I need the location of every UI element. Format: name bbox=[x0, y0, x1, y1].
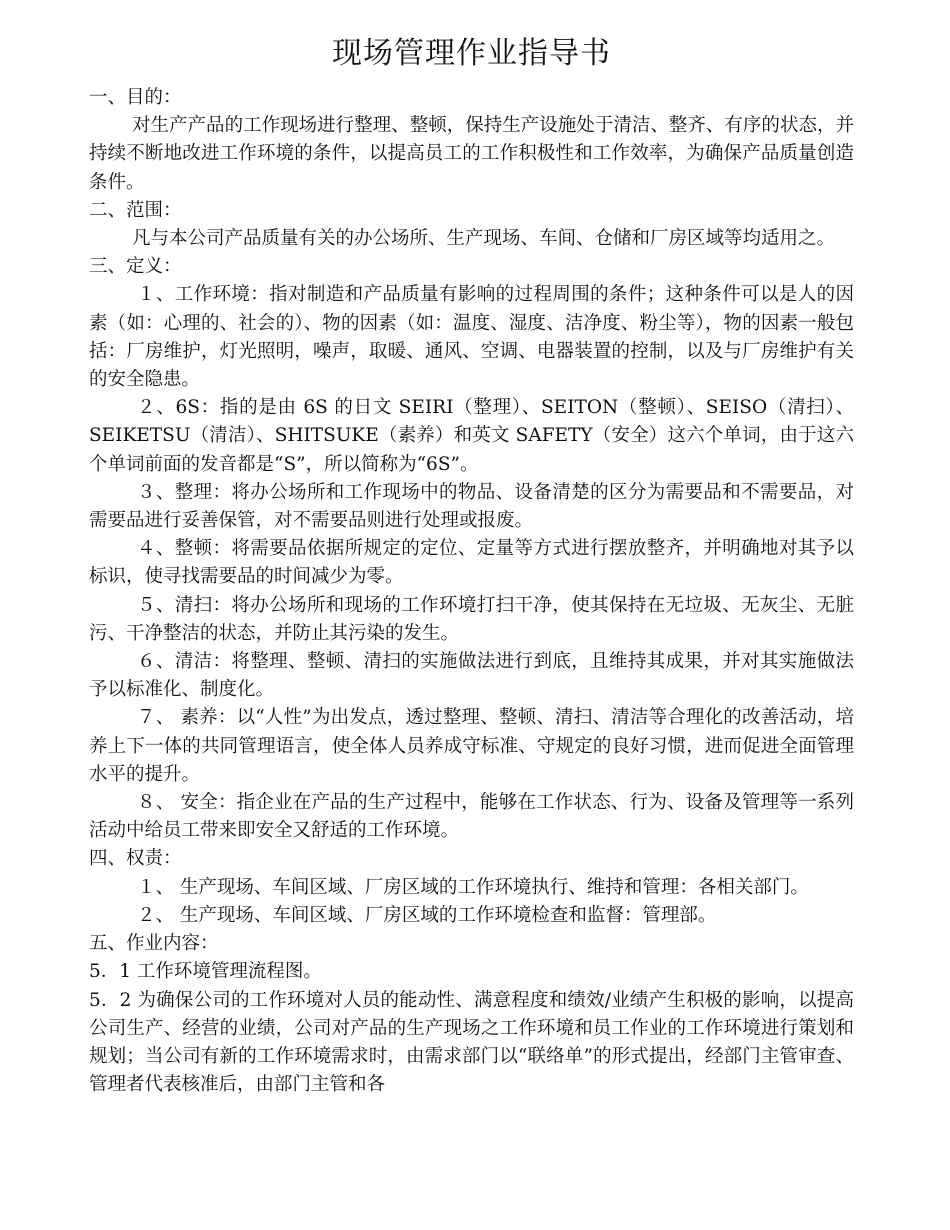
document-title: 现场管理作业指导书 bbox=[332, 36, 611, 71]
responsibility-item: １、 生产现场、车间区域、厂房区域的工作环境执行、维持和管理：各相关部门。 bbox=[137, 876, 809, 898]
content-item: 5．2 为确保公司的工作环境对人员的能动性、满意程度和绩效/业绩产生积极的影响，以提高公司生产、经营的业绩，公司对产品的生产现场之工作环境和员工作业的工作环境进行策划和规划；当公司有新的工作环境需求时，由需求部门以“联络单”的形式提出，经部门主管审查、管理者代表核准后，由部门主管和各 bbox=[89, 989, 854, 1096]
content-item: 5．1 工作环境管理流程图。 bbox=[89, 961, 322, 983]
section-definitions bbox=[89, 253, 854, 845]
section-responsibilities bbox=[89, 845, 854, 930]
section-heading: 三、定义： bbox=[89, 256, 182, 278]
definition-item: ８、 安全：指企业在产品的生产过程中，能够在工作状态、行为、设备及管理等一系列活动中给员工带来即安全又舒适的工作环境。 bbox=[89, 792, 854, 842]
definition-item: ７、 素养：以“人性”为出发点，透过整理、整顿、清扫、清洁等合理化的改善活动，培养上下一体的共同管理语言，使全体人员养成守标准、守规定的良好习惯，进而促进全面管理水平的提升。 bbox=[89, 707, 854, 785]
section-purpose bbox=[89, 84, 854, 197]
definition-item: ６、清洁：将整理、整顿、清扫的实施做法进行到底，且维持其成果，并对其实施做法予以标准化、制度化。 bbox=[89, 651, 854, 701]
definition-item: １、工作环境：指对制造和产品质量有影响的过程周围的条件；这种条件可以是人的因素（如：心理的、社会的）、物的因素（如：温度、湿度、洁净度、粉尘等），物的因素一般包括：厂房维护，灯光照明，噪声，取暖、通风、空调、电器装置的控制，以及与厂房维护有关的安全隐患。 bbox=[89, 284, 854, 391]
section-scope bbox=[89, 197, 854, 253]
definition-item: ２、6S：指的是由 6S 的日文 SEIRI（整理）、SEITON（整顿）、SEISO（清扫）、SEIKETSU（清洁）、SHITSUKE（素养）和英文 SAFETY（安全）这六个单词，由于这六个单词前面的发音都是“S”，所以简称为“6S”。 bbox=[89, 397, 854, 475]
section-heading: 五、作业内容： bbox=[89, 933, 219, 955]
responsibility-item: ２、 生产现场、车间区域、厂房区域的工作环境检查和监督：管理部。 bbox=[137, 904, 717, 926]
section-heading: 一、目的： bbox=[89, 87, 182, 108]
definition-item: ４、整顿：将需要品依据所规定的定位、定量等方式进行摆放整齐，并明确地对其予以标识，使寻找需要品的时间减少为零。 bbox=[89, 538, 854, 588]
section-heading: 四、权责： bbox=[89, 848, 182, 870]
definition-item: ３、整理：将办公场所和工作现场中的物品、设备清楚的区分为需要品和不需要品，对需要品进行妥善保管，对不需要品则进行处理或报废。 bbox=[89, 481, 854, 532]
section-heading: 二、范围： bbox=[89, 199, 182, 221]
definition-item: ５、清扫：将办公场所和现场的工作环境打扫干净，使其保持在无垃圾、无灰尘、无脏污、干净整洁的状态，并防止其污染的发生。 bbox=[89, 594, 854, 644]
section-content bbox=[89, 930, 854, 1099]
paragraph: 对生产产品的工作现场进行整理、整顿，保持生产设施处于清洁、整齐、有序的状态，并持续不断地改进工作环境的条件，以提高员工的工作积极性和工作效率，为确保产品质量创造条件。 bbox=[89, 115, 854, 193]
paragraph: 凡与本公司产品质量有关的办公场所、生产现场、车间、仓储和厂房区域等均适用之。 bbox=[132, 228, 836, 250]
